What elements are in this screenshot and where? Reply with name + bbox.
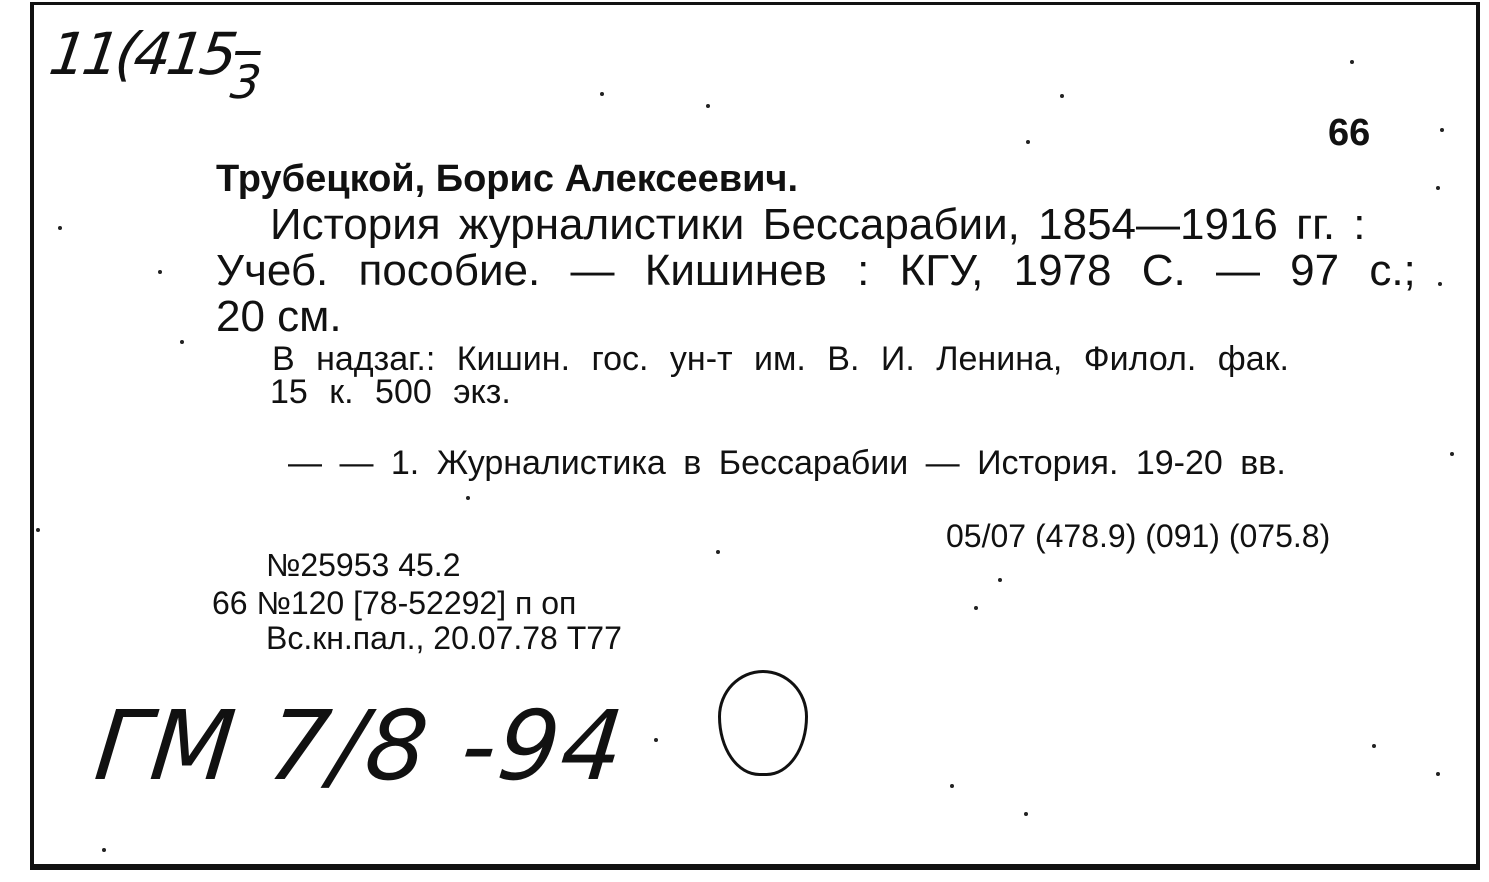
speck — [1026, 140, 1030, 144]
speck — [1436, 186, 1440, 190]
speck — [466, 496, 470, 500]
title-line-1: История журналистики Бессарабии, 1854—1916 гг. : — [270, 200, 1366, 249]
speck — [1440, 128, 1444, 132]
speck — [1350, 60, 1354, 64]
speck — [180, 340, 184, 344]
registry-line-2: 66 №120 [78-52292] п оп — [212, 585, 577, 621]
speck — [654, 738, 658, 742]
speck — [998, 578, 1002, 582]
speck — [58, 226, 62, 230]
handwritten-inventory-number — [45, 20, 263, 109]
title-line-2: Учеб. пособие. — Кишинев : КГУ, 1978 С. — 97 с.; — [216, 246, 1416, 295]
speck — [36, 528, 40, 532]
speck — [102, 848, 106, 852]
call-number: 66 — [1328, 112, 1371, 154]
registry-line-1: №25953 45.2 — [266, 547, 461, 583]
speck — [1372, 744, 1376, 748]
registry-line-3: Вс.кн.пал., 20.07.78 Т77 — [266, 620, 622, 656]
note-line-1: В надзаг.: Кишин. гос. ун-т им. В. И. Ленина, Филол. фак. — [272, 340, 1289, 378]
speck — [974, 606, 978, 610]
subject-heading: — — 1. Журналистика в Бессарабии — История. 19-20 вв. — [288, 444, 1286, 482]
handwritten-number-main: 11(415 — [45, 20, 238, 88]
speck — [1450, 452, 1454, 456]
handwritten-shelf-mark: ГМ 7/8 -94 — [90, 690, 631, 802]
speck — [600, 92, 604, 96]
speck — [158, 270, 162, 274]
speck — [706, 104, 710, 108]
speck — [950, 784, 954, 788]
handwritten-number-sub: 3 — [227, 55, 261, 109]
speck — [1438, 282, 1442, 286]
title-line-3: 20 см. — [216, 292, 342, 341]
udc-classification: 05/07 (478.9) (091) (075.8) — [946, 518, 1331, 554]
speck — [1436, 772, 1440, 776]
oval-stamp — [718, 670, 808, 776]
author-heading: Трубецкой, Борис Алексеевич. — [216, 158, 799, 200]
speck — [1060, 94, 1064, 98]
speck — [716, 550, 720, 554]
note-line-2: 15 к. 500 экз. — [270, 373, 511, 411]
speck — [1024, 812, 1028, 816]
